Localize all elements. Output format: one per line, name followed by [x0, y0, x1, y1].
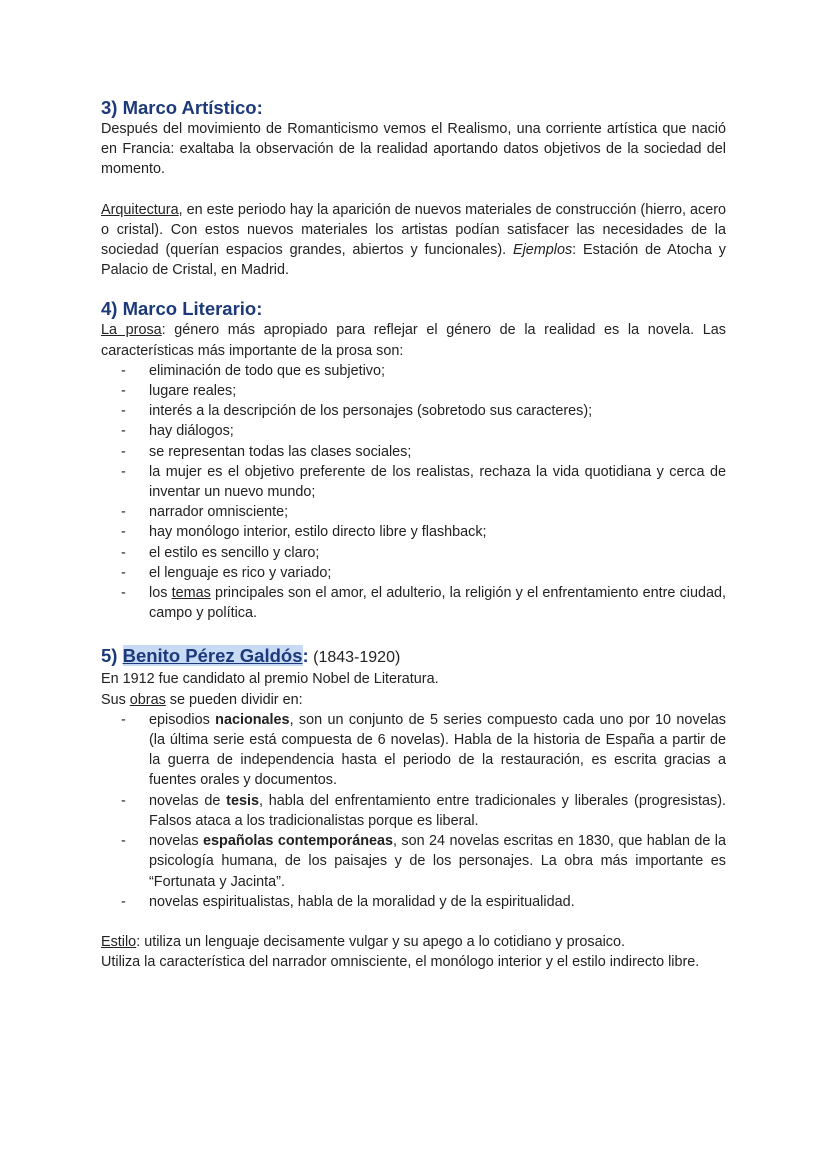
list-item: - episodios nacionales, son un conjunto de 5 series compuesto cada uno por 10 novelas (la última serie está compuesta de 6 novelas). Habla de la historia de España a partir de la guerra de independencia hasta el periodo de la restauración, es escrita gracias a fuentes orales y documentos.: [121, 711, 726, 789]
section-5-title: 5) Benito Pérez Galdós: (1843-1920): [101, 645, 401, 667]
list-item: - la mujer es el objetivo preferente de los realistas, rechaza la vida quotidiana y cerca de inventar un nuevo mundo;: [121, 463, 726, 501]
temas-label: temas: [171, 585, 211, 602]
list-item: - hay monólogo interior, estilo directo libre y flashback;: [121, 524, 487, 541]
galdos-link[interactable]: Benito Pérez Galdós: [122, 645, 303, 667]
list-item: - novelas espiritualistas, habla de la moralidad y de la espiritualidad.: [121, 893, 575, 910]
obras-list: [101, 710, 726, 912]
section-3-paragraph: Después del movimiento de Romanticismo vemos el Realismo, una corriente artística que nació en Francia: exaltaba la observación de la realidad aportando datos objetivos de la sociedad del momento.: [101, 121, 726, 178]
closing-paragraph: Utiliza la característica del narrador omnisciente, el monólogo interior y el estilo indirecto libre.: [101, 954, 700, 971]
list-item: - los temas principales son el amor, el adulterio, la religión y el enfrentamiento entre ciudad, campo y política.: [121, 585, 726, 622]
arquitectura-paragraph: Arquitectura, en este periodo hay la aparición de nuevos materiales de construcción (hierro, acero o cristal). Con estos nuevos materiales los artistas podían satisfacer las necesidades de la sociedad (querían espacios grandes, abiertos y funcionales). Ejemplos: Estación de Atocha y Palacio de Cristal, en Madrid.: [101, 201, 726, 279]
list-item: - el estilo es sencillo y claro;: [121, 544, 320, 561]
list-item: - se representan todas las clases sociales;: [121, 443, 412, 460]
prosa-label: La prosa: [101, 322, 162, 339]
list-item: - lugare reales;: [121, 383, 237, 400]
prosa-paragraph: La prosa: género más apropiado para reflejar el género de la realidad es la novela. Las características más importante de la prosa son:: [101, 322, 726, 359]
estilo-label: Estilo: [101, 933, 137, 950]
list-item: - interés a la descripción de los personajes (sobretodo sus caracteres);: [121, 403, 593, 420]
section-4-title: 4) Marco Literario:: [101, 298, 263, 320]
nobel-paragraph: En 1912 fue candidato al premio Nobel de Literatura.: [101, 671, 439, 688]
obras-paragraph: Sus obras se pueden dividir en:: [101, 691, 303, 708]
list-item: - el lenguaje es rico y variado;: [121, 564, 332, 581]
obras-label: obras: [129, 691, 166, 708]
list-item: - eliminación de todo que es subjetivo;: [121, 362, 385, 379]
prosa-list: [101, 361, 726, 624]
galdos-years: (1843-1920): [308, 649, 401, 667]
list-item: - hay diálogos;: [121, 423, 234, 440]
list-item: - novelas de tesis, habla del enfrentamiento entre tradicionales y liberales (progresistas). Falsos ataca a los tradicionalistas porque es liberal.: [121, 792, 726, 829]
arquitectura-label: Arquitectura: [101, 201, 179, 218]
ejemplos-label: Ejemplos: [512, 242, 573, 259]
list-item: - narrador omnisciente;: [121, 504, 289, 521]
estilo-paragraph: Estilo: utiliza un lenguaje decisamente vulgar y su apego a lo cotidiano y prosaico.: [101, 933, 625, 950]
section-3-title: 3) Marco Artístico:: [101, 97, 263, 118]
list-item: - novelas españolas contemporáneas, son 24 novelas escritas en 1830, que hablan de la psicología humana, de los paisajes y de los personajes. La obra más importante es “Fortunata y Jacinta”.: [121, 833, 727, 890]
